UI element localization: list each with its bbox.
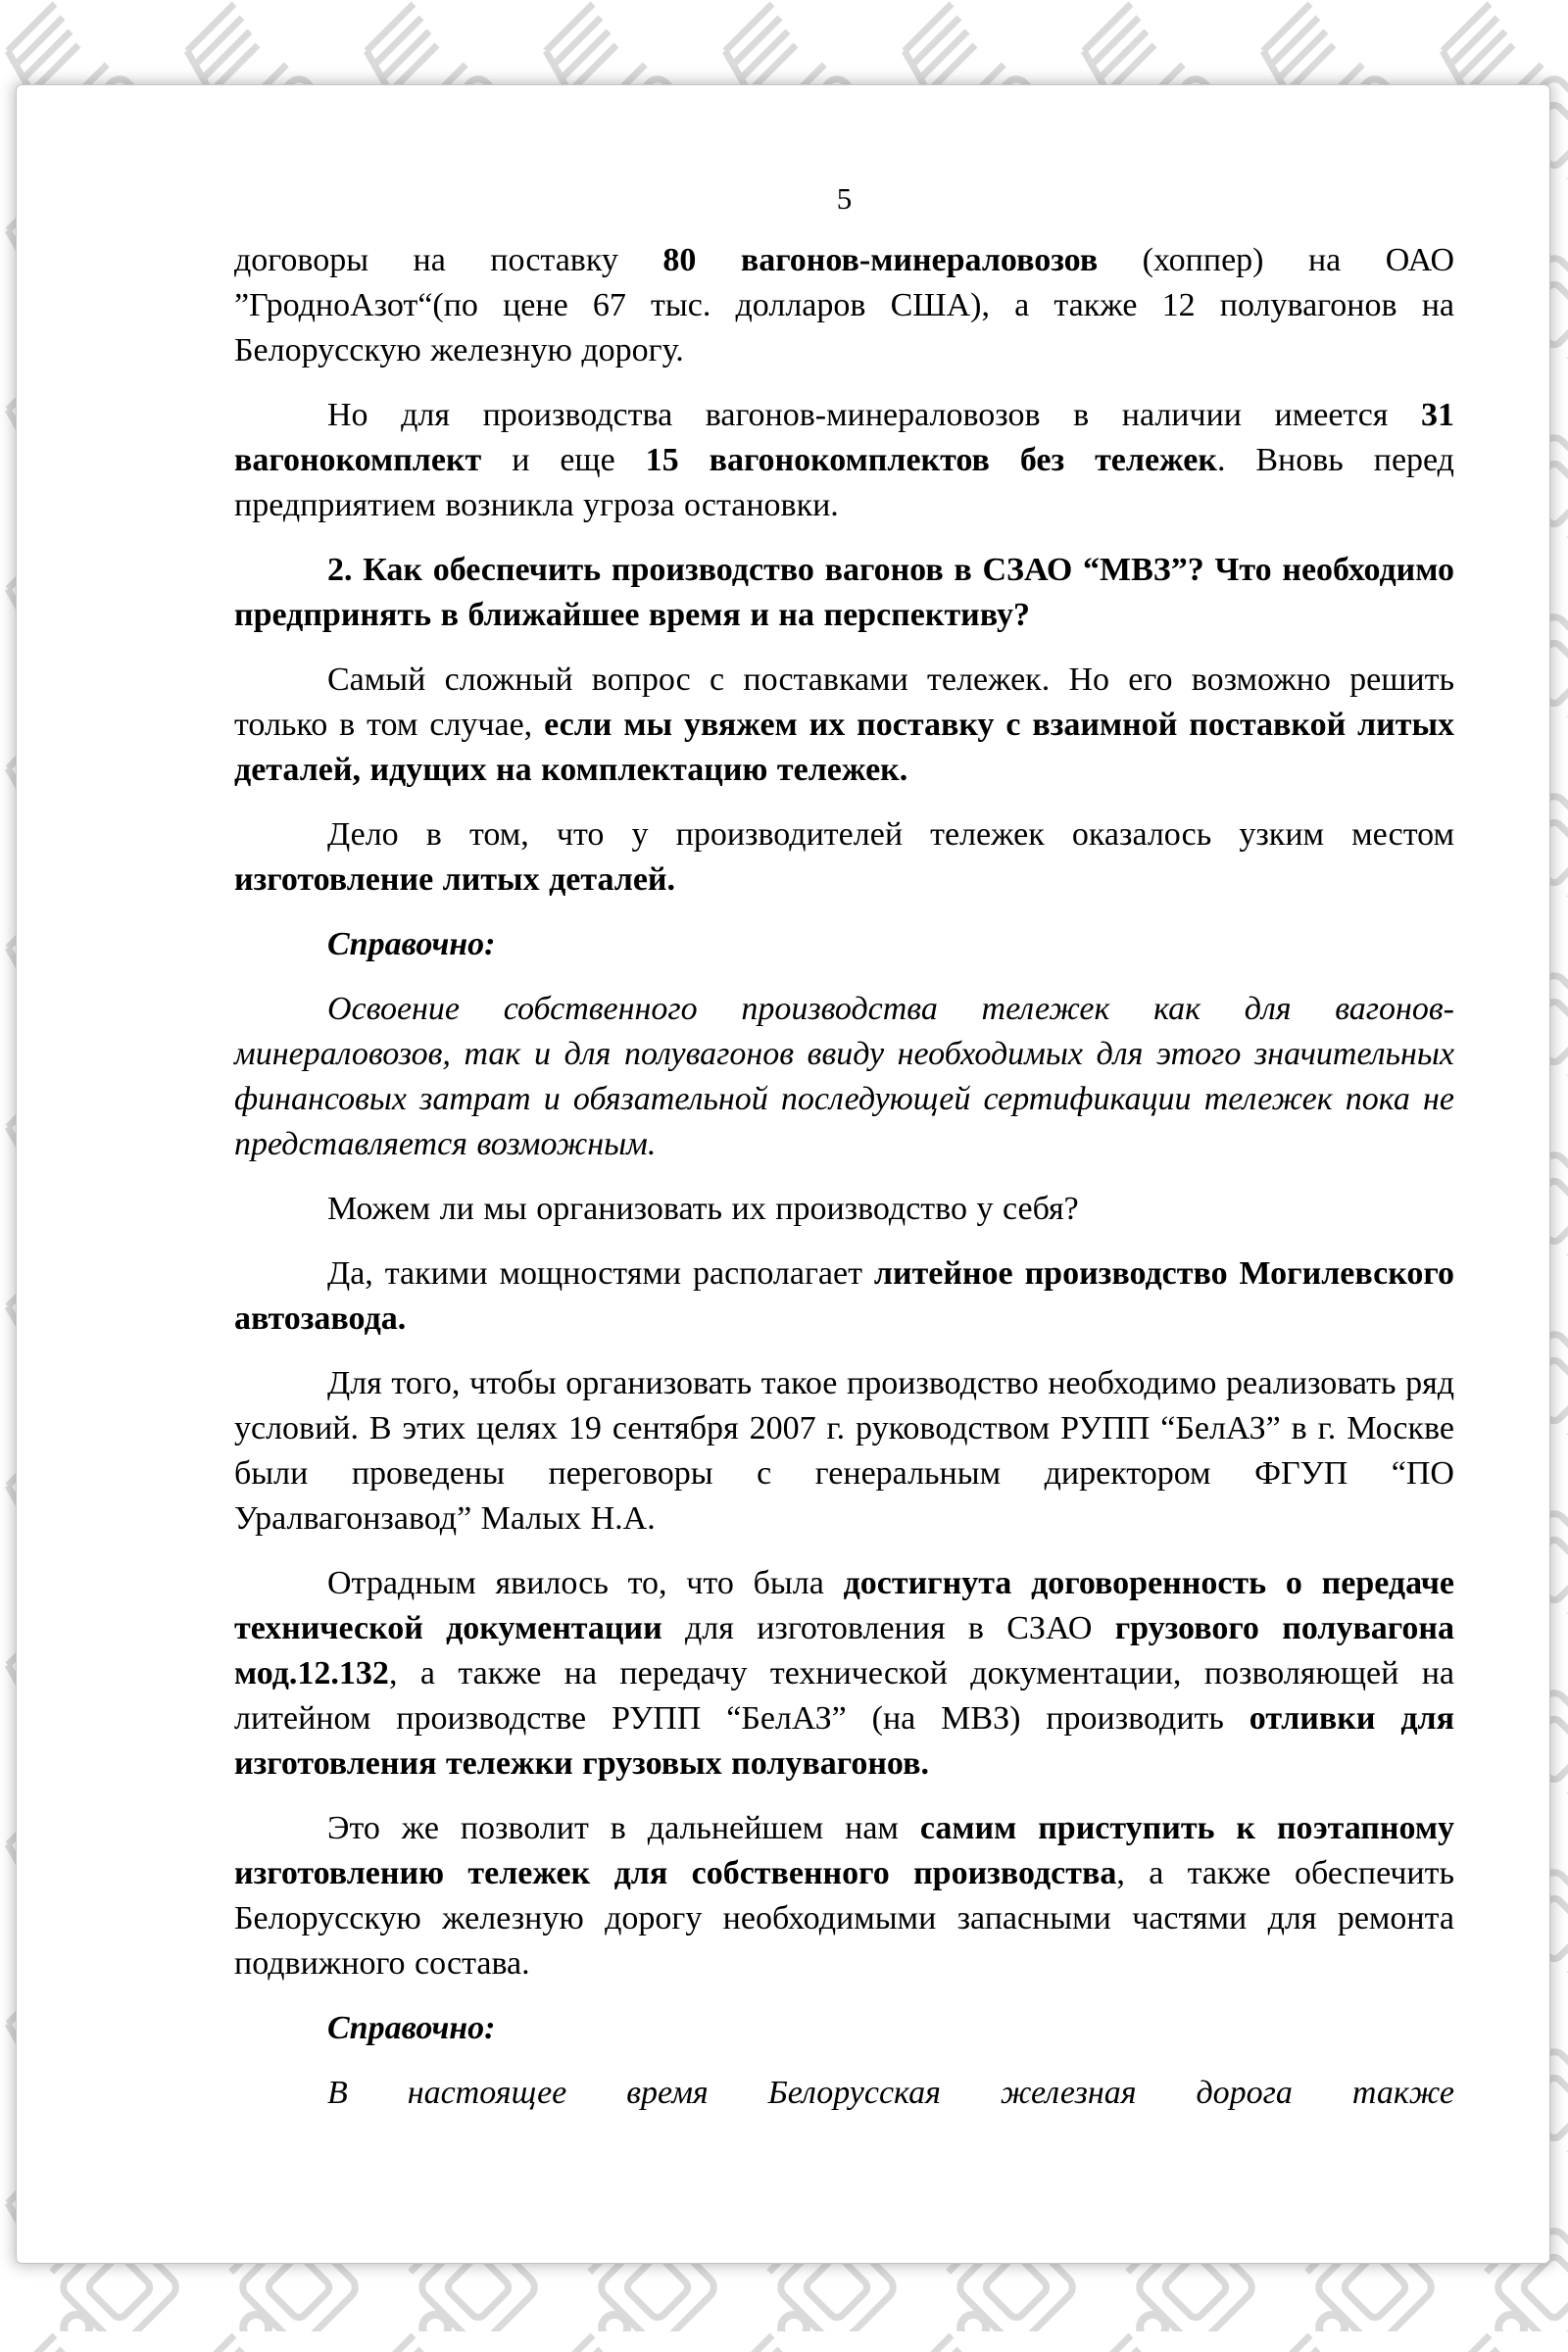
text-run: если мы увяжем их поставку с взаимной поставкой литых деталей, идущих на комплектацию тележек. xyxy=(234,707,1454,788)
document-page xyxy=(16,84,1550,2264)
page-number: 5 xyxy=(836,181,853,216)
paragraph-ref-body xyxy=(234,987,1454,1167)
text-run: для изготовления в СЗАО xyxy=(662,1610,1115,1646)
paragraph-body xyxy=(234,658,1454,793)
text-run: Но для производства вагонов-минераловозов в наличии имеется xyxy=(327,397,1421,433)
text-run: Освоение собственного производства тележек как для вагонов-минераловозов, так и для полувагонов ввиду необходимых для этого значительных финансовых затрат и обязательной последующей сертификации тележек пока не представляется возможным. xyxy=(234,991,1454,1162)
text-run: изготовление литых деталей. xyxy=(234,861,676,898)
paragraph-ref-body xyxy=(234,2071,1454,2116)
text-run: , а также на передачу технической документации, позволяющей на литейном производстве РУПП “БелАЗ” (на МВЗ) производить xyxy=(234,1655,1454,1737)
text-run: Справочно: xyxy=(327,2010,496,2046)
paragraph-body xyxy=(234,1806,1454,1986)
paragraph-body xyxy=(234,1561,1454,1787)
paragraph-body xyxy=(234,812,1454,903)
text-run: достигнута договоренность о передаче технической документации xyxy=(234,1565,1454,1646)
text-run: Можем ли мы организовать их производство у себя? xyxy=(327,1191,1079,1227)
paragraph-heading xyxy=(234,548,1454,638)
text-run: 15 вагонокомплектов без тележек xyxy=(645,442,1217,478)
paragraph-body xyxy=(234,1361,1454,1542)
text-run: В настоящее время Белорусская железная дорога также xyxy=(327,2075,1454,2111)
text-run: Справочно: xyxy=(327,926,496,962)
text-run: грузового полувагона мод.12.132 xyxy=(234,1610,1454,1691)
paragraph-ref-label xyxy=(234,922,1454,967)
text-run: Самый сложный вопрос с поставками тележек. Но его возможно решить только в том случае, xyxy=(234,662,1454,743)
text-run: Дело в том, что у производителей тележек оказалось узким местом xyxy=(327,816,1454,853)
text-run: 80 вагонов-минераловозов xyxy=(662,242,1099,278)
paragraph-ref-label xyxy=(234,2006,1454,2051)
text-run: литейное производство Могилевского автозавода. xyxy=(234,1255,1454,1337)
text-run: , а также обеспечить Белорусскую железную дорогу необходимыми запасными частями для ремонта подвижного состава. xyxy=(234,1855,1454,1982)
text-run: Да, такими мощностями располагает xyxy=(327,1255,874,1292)
paragraph-body xyxy=(234,238,1454,373)
paragraph-body xyxy=(234,1187,1454,1232)
text-run: самим приступить к поэтапному изготовлению тележек для собственного производства xyxy=(234,1810,1454,1891)
text-run: 31 вагонокомплект xyxy=(234,397,1454,478)
text-run: 2. Как обеспечить производство вагонов в СЗАО “МВЗ”? Что необходимо предпринять в ближайшее время и на перспективу? xyxy=(234,552,1454,633)
paragraph-body xyxy=(234,1251,1454,1342)
paragraph-body xyxy=(234,393,1454,528)
text-run: договоры на поставку xyxy=(234,242,663,278)
text-run: (хоппер) на ОАО ”ГродноАзот“(по цене 67 тыс. долларов США), а также 12 полувагонов на Белорусскую железную дорогу. xyxy=(234,242,1454,368)
text-run: Это же позволит в дальнейшем нам xyxy=(327,1810,920,1846)
text-run: Для того, чтобы организовать такое производство необходимо реализовать ряд условий. В этих целях 19 сентября 2007 г. руководством РУПП “БелАЗ” в г. Москве были проведены переговоры с генеральным директором ФГУП “ПО Уралвагонзавод” Малых Н.А. xyxy=(234,1365,1454,1537)
text-run: отливки для изготовления тележки грузовых полувагонов. xyxy=(234,1700,1454,1782)
text-run: и еще xyxy=(481,442,646,478)
text-run: . Вновь перед предприятием возникла угроза остановки. xyxy=(234,442,1454,523)
document-body xyxy=(234,238,1454,2135)
text-run: Отрадным явилось то, что была xyxy=(327,1565,844,1601)
